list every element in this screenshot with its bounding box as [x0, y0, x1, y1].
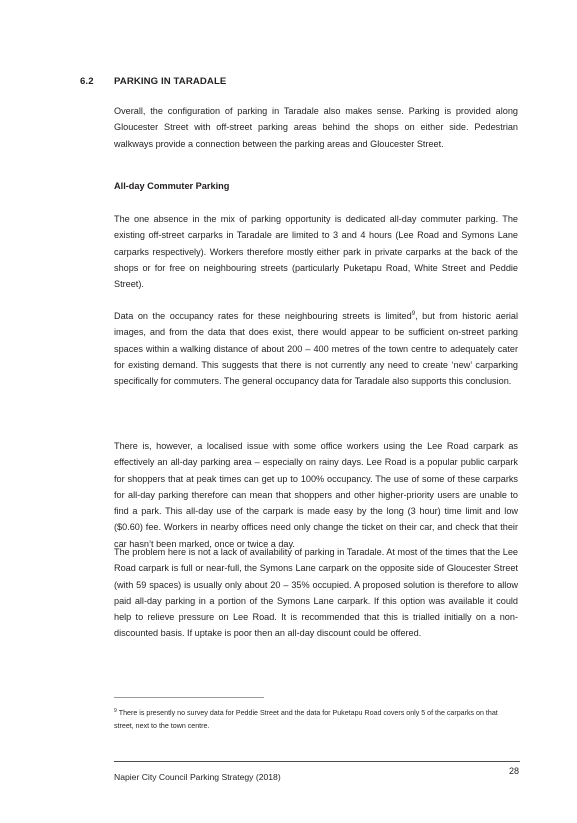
paragraph-lee-road-issue: [114, 438, 518, 552]
footnote-mark: 9: [114, 707, 117, 714]
footnote: [114, 707, 518, 732]
footnote-reference: 9: [411, 310, 416, 317]
section-number: 6.2: [80, 76, 94, 87]
footer-page-number: 28: [508, 766, 519, 776]
footnote-divider: [114, 697, 264, 698]
paragraph-proposed-solution: [114, 544, 518, 642]
paragraph-text: Overall, the configuration of parking in Taradale also makes sense. Parking is provided along Gloucester Street with off-street parking areas behind the shops on either side. Pedestrian walkways provide a connection between the parking areas and Gloucester Street.: [114, 106, 518, 149]
paragraph-text: The one absence in the mix of parking opportunity is dedicated all-day commuter parking. The existing off-street carparks in Taradale are limited to 3 and 4 hours (Lee Road and Symons Lane carparks respectively). Workers therefore mostly either park in private carparks at the back of the shops or for free on neighbouring streets (particularly Puketapu Road, White Street and Peddie Street).: [114, 214, 518, 290]
paragraph-absence: [114, 211, 518, 292]
paragraph-overview: [114, 103, 518, 152]
paragraph-occupancy-data: [114, 308, 518, 389]
footer-document-title: Napier City Council Parking Strategy (2018): [114, 772, 281, 782]
paragraph-text-end: , but from historic aerial images, and from the data that does exist, there would appear to be sufficient on-street parking spaces within a walking distance of about 200 – 400 metres of the town centre to adequately cater for existing demand. This suggests that there is not currently any need to create ‘new’ carparking specifically for commuters. The general occupancy data for Taradale also supports this conclusion.: [114, 311, 518, 387]
paragraph-text: The problem here is not a lack of availability of parking in Taradale. At most of the times that the Lee Road carpark is full or near-full, the Symons Lane carpark on the opposite side of Gloucester Street (with 59 spaces) is usually only about 20 – 35% occupied. A proposed solution is therefore to allow paid all-day parking in a portion of the Symons Lane carpark. If this option was available it could help to relieve pressure on Lee Road. It is recommended that this is trialled initially on a non-discounted basis. If uptake is poor then an all-day discount could be offered.: [114, 547, 518, 639]
paragraph-text: There is, however, a localised issue with some office workers using the Lee Road carpark as effectively an all-day parking area – especially on rainy days. Lee Road is a popular public carpark for shoppers that at peak times can get up to 100% occupancy. The use of some of these carparks for all-day parking therefore can mean that shoppers and other higher-priority users are unable to find a park. This all-day use of the carpark is made easy by the long (3 hour) time limit and low ($0.60) fee. Workers in nearby offices need only change the ticket on their car, and check that their car hasn’t been marked, once or twice a day.: [114, 441, 518, 549]
footer-divider: [114, 761, 520, 762]
section-heading: [80, 76, 226, 87]
subheading-commuter-parking: All-day Commuter Parking: [114, 181, 230, 191]
section-title: PARKING IN TARADALE: [114, 76, 227, 87]
paragraph-text-start: Data on the occupancy rates for these neighbouring streets is limited: [114, 311, 412, 321]
footnote-text: There is presently no survey data for Peddie Street and the data for Puketapu Road covers only 5 of the carparks on that street, next to the town centre.: [114, 709, 498, 730]
paragraph-text: [114, 308, 518, 389]
